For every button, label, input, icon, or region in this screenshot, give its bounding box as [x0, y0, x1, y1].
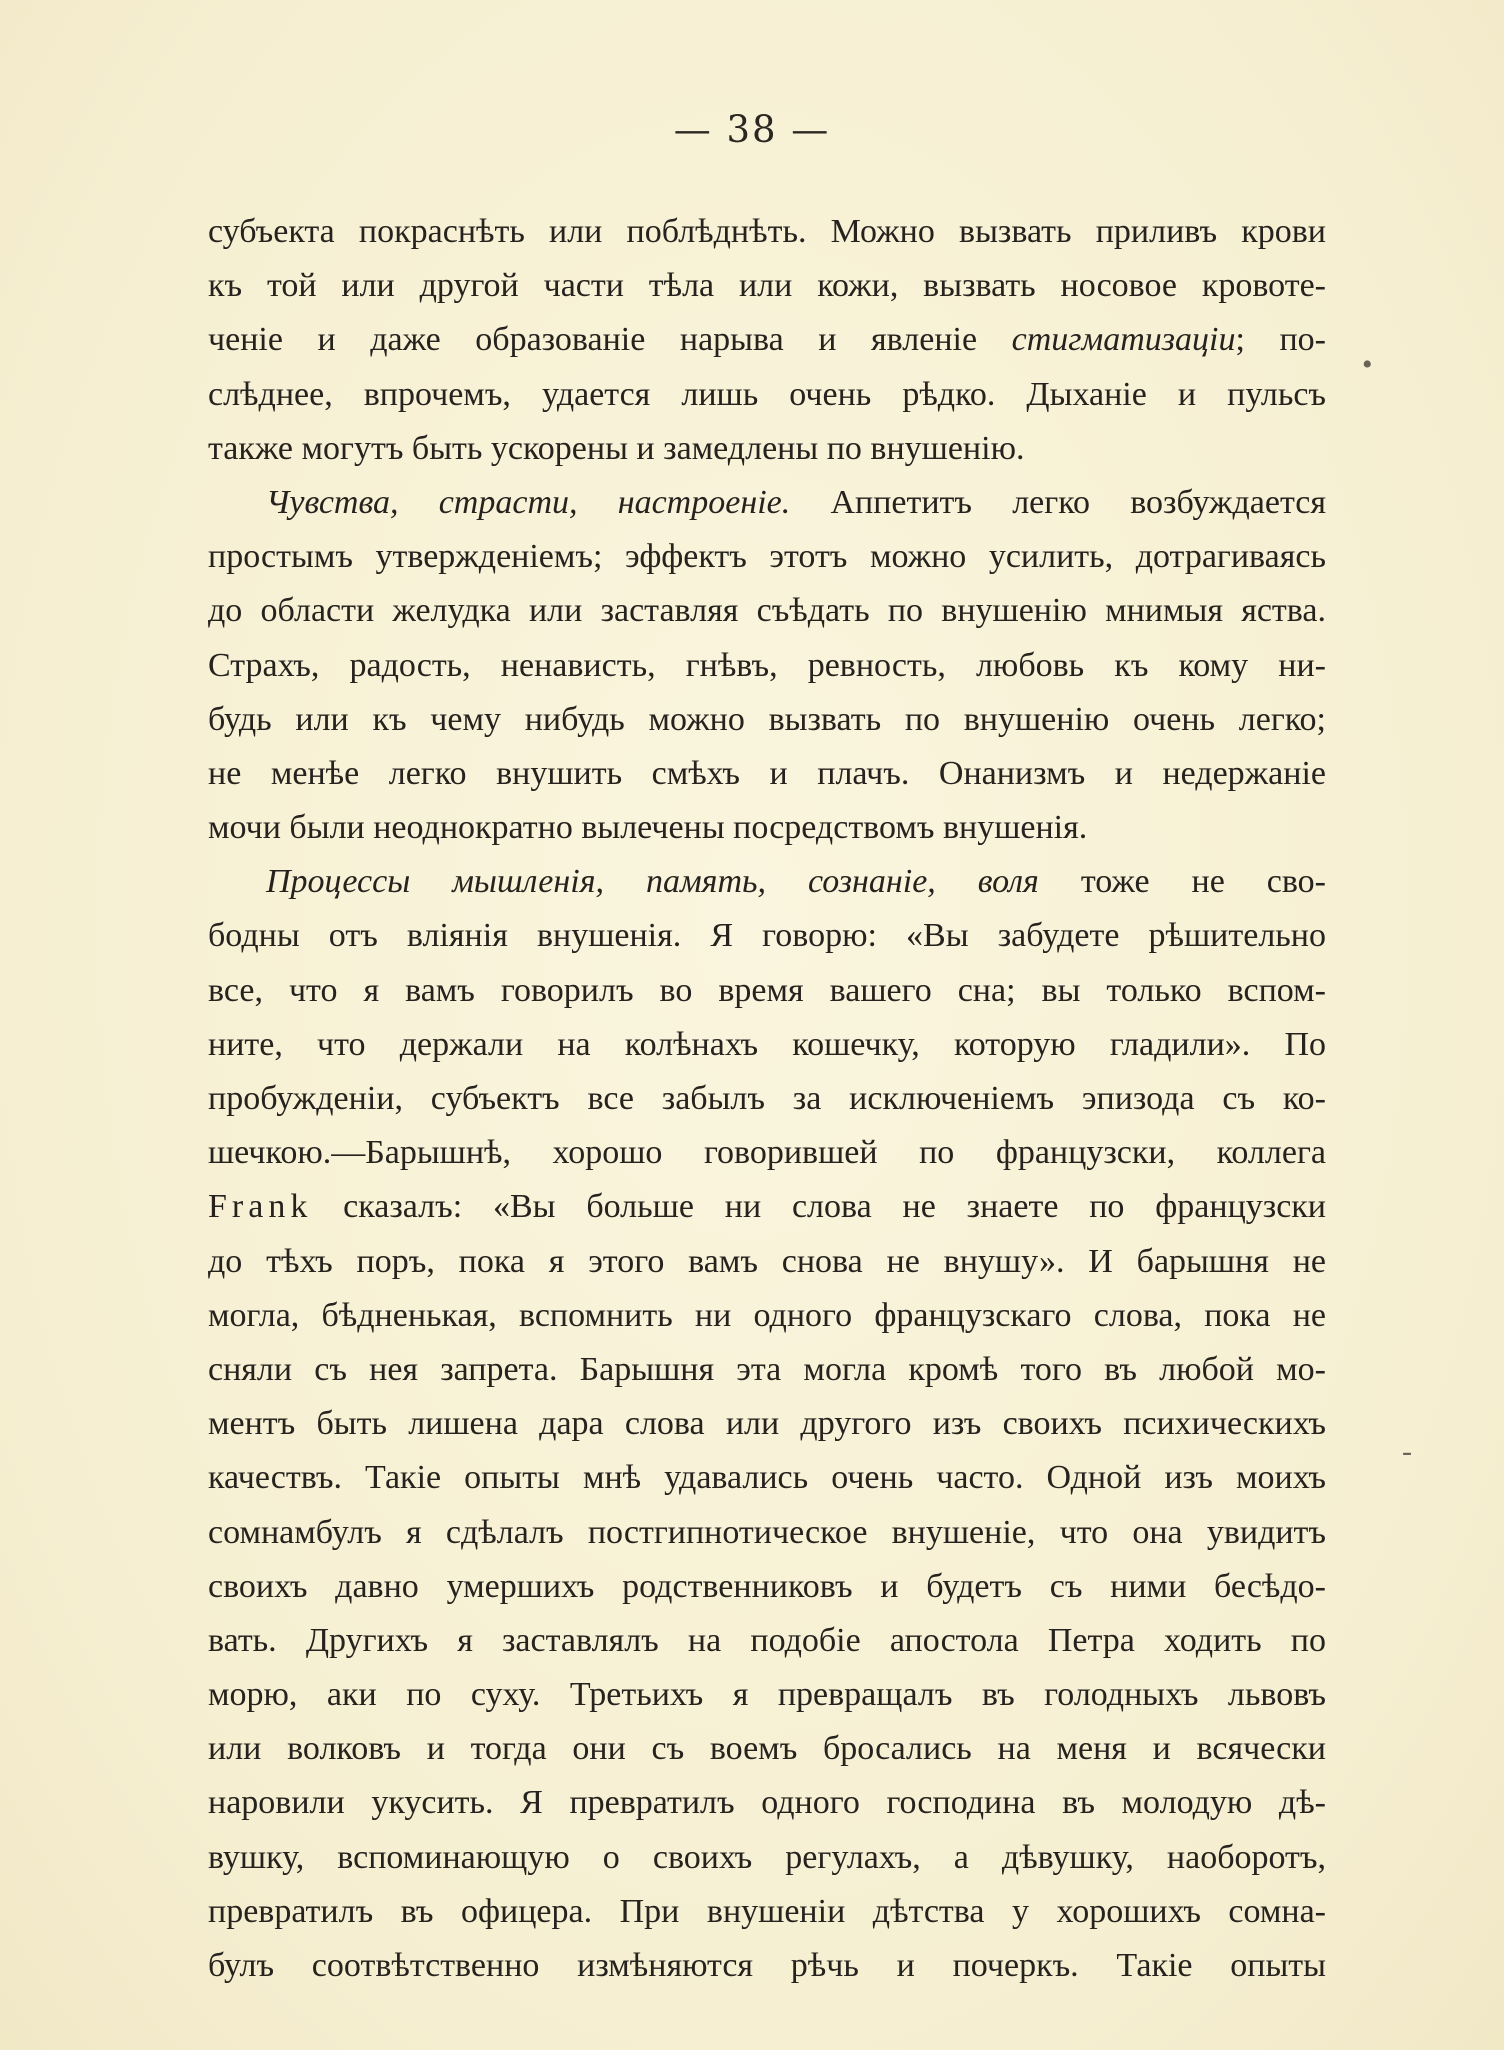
text-line: Frank сказалъ: «Вы больше ни слова не знаете по французски	[208, 1188, 1326, 1226]
text-line: морю, аки по суху. Третьихъ я превращалъ въ голодныхъ львовъ	[208, 1676, 1326, 1714]
text-line: или волковъ и тогда они съ воемъ бросались на меня и всячески	[208, 1730, 1326, 1768]
text-line: могла, бѣдненькая, вспомнить ни одного французскаго слова, пока не	[208, 1296, 1326, 1334]
text-line: ните, что держали на колѣнахъ кошечку, которую гладили». По	[208, 1025, 1326, 1063]
text-line: вушку, вспоминающую о своихъ регулахъ, а дѣвушку, наоборотъ,	[208, 1838, 1326, 1876]
text-line: простымъ утвержденіемъ; эффектъ этотъ можно усилить, дотрагиваясь	[208, 538, 1326, 576]
text-line: сомнамбулъ я сдѣлалъ постгипнотическое внушеніе, что она увидитъ	[208, 1513, 1326, 1551]
text-line: къ той или другой части тѣла или кожи, вызвать носовое кровоте-	[208, 267, 1326, 305]
margin-dot-mark: •	[1362, 348, 1373, 381]
text-line: превратилъ въ офицера. При внушеніи дѣтства у хорошихъ сомна-	[208, 1892, 1326, 1930]
text-line: сняли съ нея запрета. Барышня эта могла кромѣ того въ любой мо-	[208, 1350, 1326, 1388]
page-number: — 38 —	[673, 108, 831, 151]
text-line: слѣднее, впрочемъ, удается лишь очень рѣдко. Дыханіе и пульсъ	[208, 375, 1326, 413]
text-line: все, что я вамъ говорилъ во время вашего сна; вы только вспом-	[208, 971, 1326, 1009]
text-line: до тѣхъ поръ, пока я этого вамъ снова не внушу». И барышня не	[208, 1242, 1326, 1280]
italic-heading: Процессы мышленія, память, сознаніе, воля	[266, 863, 1039, 901]
paragraph-heading-line: Процессы мышленія, память, сознаніе, воля тоже не сво-	[266, 863, 1326, 901]
text-line: булъ соотвѣтственно измѣняются рѣчь и почеркъ. Такіе опыты	[208, 1947, 1326, 1984]
spaced-name: Frank	[208, 1188, 313, 1226]
body-text	[208, 205, 1326, 1993]
text-line: шечкою.—Барышнѣ, хорошо говорившей по французски, коллега	[208, 1134, 1326, 1172]
text-line: бодны отъ вліянія внушенія. Я говорю: «Вы забудете рѣшительно	[208, 917, 1326, 955]
text-line: мочи были неоднократно вылечены посредствомъ внушенія.	[208, 809, 1088, 847]
italic-term: стигматизаціи	[1011, 321, 1236, 359]
text-line: будь или къ чему нибудь можно вызвать по внушенію очень легко;	[208, 700, 1326, 738]
text-line: Страхъ, радость, ненависть, гнѣвъ, ревность, любовь къ кому ни-	[208, 646, 1326, 684]
text-line: вать. Другихъ я заставлялъ на подобіе апостола Петра ходить по	[208, 1621, 1326, 1659]
paragraph-heading-line: Чувства, страсти, настроеніе. Аппетитъ легко возбуждается	[266, 483, 1326, 521]
text-line: ченіе и даже образованіе нарыва и явленіе стигматизаціи; по-	[208, 321, 1326, 359]
italic-heading: Чувства, страсти, настроеніе.	[266, 483, 791, 521]
text-line: также могутъ быть ускорены и замедлены по внушенію.	[208, 429, 1025, 467]
text-line: субъекта покраснѣть или поблѣднѣть. Можно вызвать приливъ крови	[208, 213, 1326, 250]
text-line: не менѣе легко внушить смѣхъ и плачъ. Онанизмъ и недержаніе	[208, 754, 1326, 792]
text-line: наровили укусить. Я превратилъ одного господина въ молодую дѣ-	[208, 1784, 1326, 1822]
text-line: пробужденіи, субъектъ все забылъ за исключеніемъ эпизода съ ко-	[208, 1080, 1326, 1117]
margin-dash-mark: -	[1402, 1435, 1412, 1468]
text-line: качествъ. Такіе опыты мнѣ удавались очень часто. Одной изъ моихъ	[208, 1459, 1326, 1497]
text-line: ментъ быть лишена дара слова или другого изъ своихъ психическихъ	[208, 1405, 1326, 1443]
text-line: до области желудка или заставляя съѣдать по внушенію мнимыя яства.	[208, 592, 1326, 630]
text-line: своихъ давно умершихъ родственниковъ и будетъ съ ними бесѣдо-	[208, 1567, 1326, 1605]
